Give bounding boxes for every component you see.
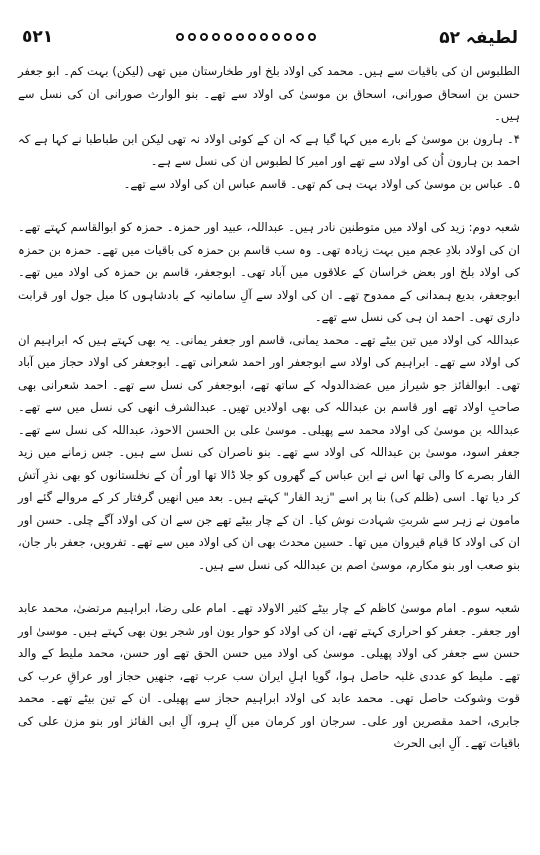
paragraph: الطلبوس ان کی باقیات سے ہیں۔ محمد کی اولاد بلخ اور طخارستان میں تھی (لیکن) بہت کم۔ ابو جعفر حسن بن اسحاق صورانی، اسحاق بن موسیٰ کی اولاد سے تھے۔ بنو الوارث صورانی ان کی نسل سے ہیں۔ bbox=[18, 64, 520, 123]
paragraph: شعبہ سوم۔ امام موسیٰ کاظم کے چار بیٹے کثیر الاولاد تھے۔ امام علی رضا، ابراہیم مرتضیٰ، محمد عابد اور جعفر۔ جعفر کو احراری کہتے تھے، ان کی اولاد کو حوار یون اور شجر یون بھی کہتے ہیں۔ موسیٰ اور حسن سے جعفر کی اولاد پھیلی۔ موسیٰ کی اولاد میں حسن الحق تھے اور حسن، محمد ملیط کے والد تھے۔ ملیط کو عددی غلبہ حاصل ہوا، گویا اہلِ ایران سب عرب تھے، جنھیں حجاز اور عراقِ عرب کی قوت وشوکت حاصل تھی۔ محمد عابد کی اولاد ابراہیم حجاز سے پھیلی۔ ان کے تین بیٹے تھے۔ محمد جابری، احمد مقصرین اور علی۔ سرجان اور کرمان میں آلِ ہرو، آلِ ابی الفائز اور بنو مزن علی کی باقیات تھے۔ آلِ ابی الحرث bbox=[18, 601, 520, 750]
page-body bbox=[18, 60, 520, 837]
paragraph: شعبہ دوم: زید کی اولاد میں متوطنین نادر ہیں۔ عبداللہ، عبید اور حمزہ۔ حمزہ کو ابوالقاسم کہتے تھے۔ ان کی اولاد بلادِ عجم میں بہت زیادہ تھی۔ وہ سب قاسم بن حمزہ کی باقیات میں تھے۔ حمزہ بن حمزہ کی اولاد بلخ اور بعض خراسان کے علاقوں میں آباد تھی۔ ابوجعفر، قاسم بن حمزہ کی اولاد میں تھے۔ ابوجعفر، بدیع ہمدانی کے ممدوح تھے۔ ان کی اولاد سے آلِ سامانیہ کے بادشاہوں کا میل جول اور قرابت داری تھی۔ احمد ان ہی کی نسل سے تھے۔ bbox=[18, 220, 520, 324]
paragraph: ۴۔ ہارون بن موسیٰ کے بارے میں کہا گیا ہے کہ ان کے کوئی اولاد نہ تھی لیکن ابن طباطبا نے کہا ہے کہ احمد بن ہارون اُن کی اولاد سے تھے اور امیر کا لطبوس ان کی نسل سے ہے۔ bbox=[18, 131, 520, 168]
paragraph: عبداللہ کی اولاد میں تین بیٹے تھے۔ محمد یمانی، قاسم اور جعفر یمانی۔ یہ بھی کہتے ہیں کہ ابراہیم ان کی اولاد سے تھے۔ ابراہیم کی اولاد سے ابوجعفر اور احمد شعرانی تھے۔ ابوجعفر کی اولاد حجاز میں آباد تھی۔ ابوالفائز جو شیراز میں عضدالدولہ کے ساتھ تھے، ابوجعفر کی نسل سے تھے۔ احمد شعرانی بھی صاحبِ اولاد تھے اور قاسم بن عبداللہ کی بھی اولادیں تھیں۔ عبدالشرف انھی کی نسل میں سے تھے۔ عبداللہ بن موسیٰ کی اولاد محمد سے پھیلی۔ موسیٰ علی بن الحسن الاحوذ، عبداللہ کی نسل سے تھے۔ جعفر اسود، موسیٰ بن عبداللہ کی اولاد سے تھے۔ بنو ناصران کی نسل سے ہیں۔ جس زمانے میں زید الفار بصرے کا والی تھا اس نے ابن عباس کے گھروں کو جلا ڈالا تھا اور اُن کے نخلستانوں کو بھی نذرِ آتش کر دیا تھا۔ اسی (ظلم کی) بنا پر اسے "زید الفار" کہتے ہیں۔ بعد میں انھیں گرفتار کر کے مروالے گئے اور مامون نے زہر سے شربتِ شہادت نوش کیا۔ ان کے چار بیٹے تھے جن سے ان کی اولاد آگے چلی۔ حسن اور ان کی اولاد کا قیام قیروان میں تھا۔ حسین محدث بھی ان کی اولاد میں سے تھے۔ تفرویں، جعفر بار جان، بنو صعب اور بنو مکارم، موسیٰ اصم بن عبداللہ کی نسل سے ہیں۔ bbox=[18, 332, 520, 572]
page-number: ٥٢١ bbox=[22, 27, 54, 47]
page-header bbox=[22, 22, 518, 52]
chapter-title: لطیفہ ۵۲ bbox=[439, 27, 518, 48]
paragraph: ۵۔ عباس بن موسیٰ کی اولاد بہت ہی کم تھی۔ قاسم عباس ان کی اولاد سے تھے۔ bbox=[123, 176, 520, 191]
ornament-divider bbox=[176, 33, 316, 41]
